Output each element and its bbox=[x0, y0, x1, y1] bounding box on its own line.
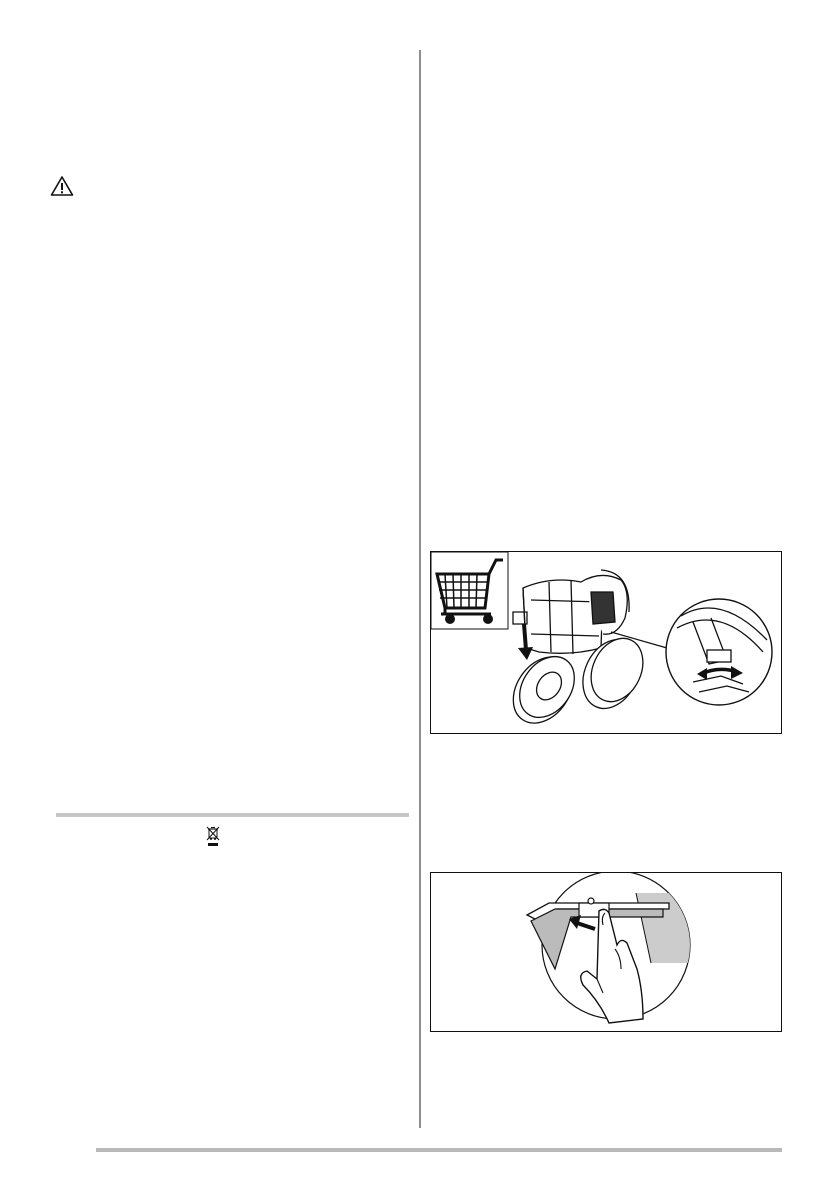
figure-grease-filter-release bbox=[430, 872, 782, 1032]
warning-triangle-icon bbox=[50, 175, 74, 197]
crossed-out-wheelie-bin-icon bbox=[206, 826, 220, 848]
figure-carbon-filter-replacement bbox=[430, 551, 782, 734]
filter-ring-disc bbox=[501, 646, 586, 733]
column-divider bbox=[419, 50, 421, 1128]
footer-rule bbox=[96, 1148, 782, 1152]
shopping-cart-icon bbox=[431, 552, 508, 629]
detail-zoom-circle-icon bbox=[666, 599, 772, 705]
section-divider bbox=[56, 813, 409, 817]
